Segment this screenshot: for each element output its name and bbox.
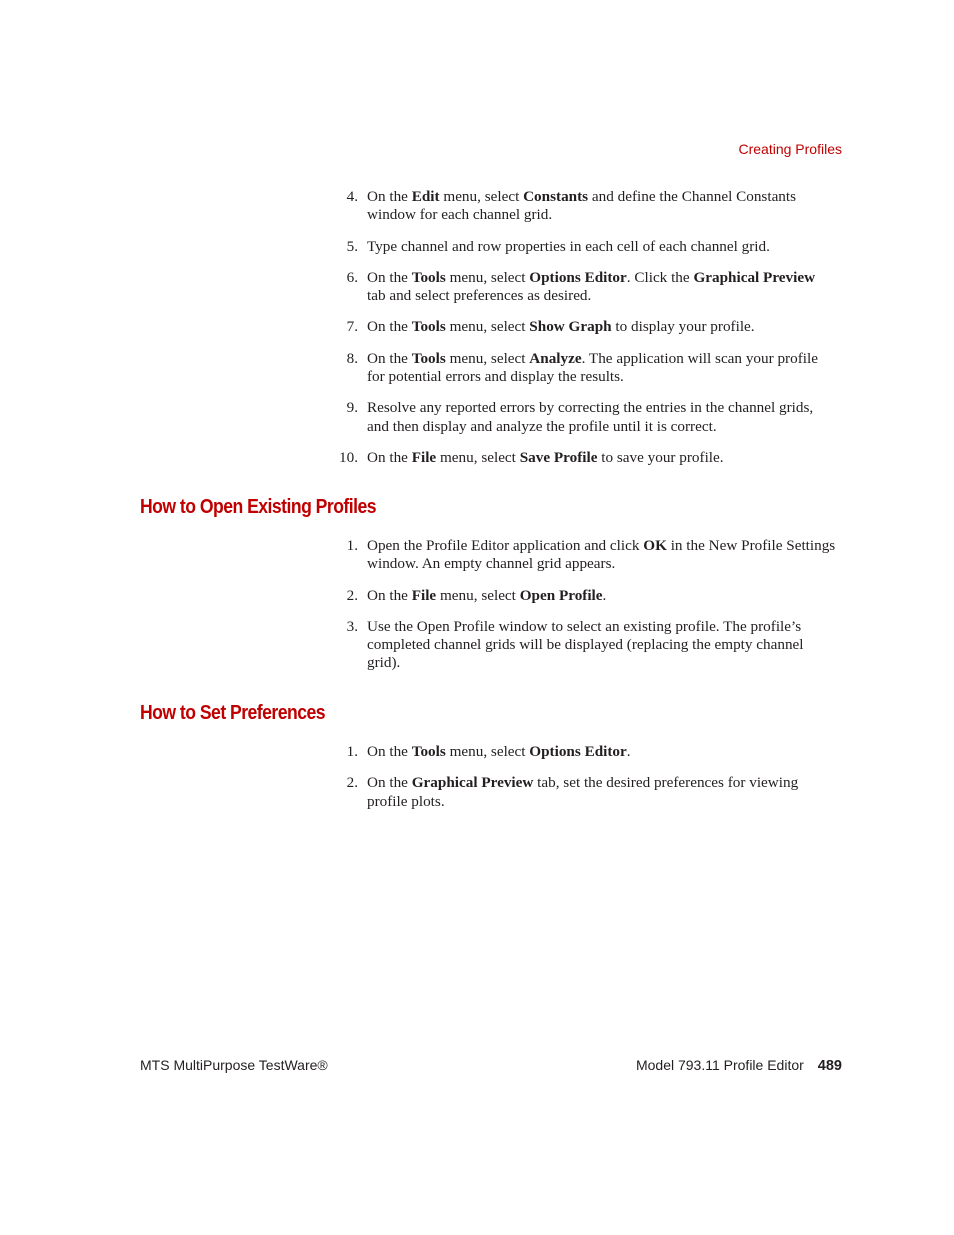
step-number: 3.: [346, 617, 358, 635]
step-number: 7.: [346, 318, 358, 336]
step-text: menu, select: [445, 743, 530, 760]
step-number: 1.: [346, 743, 358, 760]
step-number: 8.: [346, 349, 358, 367]
step-number: 9.: [346, 399, 358, 417]
step-text: Resolve any reported errors by correcting the entries in the channel grids, and then display and analyze the profile until it is correct.: [367, 399, 814, 435]
procedure-list-open: [336, 537, 836, 686]
step-text: menu, select: [445, 268, 530, 286]
step-text: .: [602, 586, 607, 604]
step-item: [336, 774, 836, 811]
step-text: Open the Profile Editor application and click: [367, 537, 644, 554]
ui-term: Open Profile: [519, 586, 603, 604]
step-item: [336, 743, 836, 761]
step-number: 1.: [346, 537, 358, 554]
step-text: On the: [367, 774, 412, 792]
running-head: Creating Profiles: [738, 141, 842, 157]
step-text: tab and select preferences as desired.: [367, 287, 592, 305]
step-number: 2.: [346, 774, 358, 792]
ui-term: Options Editor: [529, 743, 627, 760]
step-text: On the: [367, 268, 412, 286]
step-item: [336, 449, 836, 467]
footer-manual-title: Model 793.11 Profile Editor: [635, 1057, 804, 1073]
ui-term: Tools: [411, 268, 446, 286]
page-number: 489: [817, 1058, 842, 1074]
step-text: Type channel and row properties in each cell of each channel grid.: [367, 237, 770, 255]
ui-term: Analyze: [529, 349, 582, 367]
procedure-list-create: [336, 188, 836, 480]
step-text: menu, select: [436, 448, 520, 466]
step-item: [336, 537, 836, 574]
step-text: menu, select: [436, 586, 520, 604]
step-text: and define the Channel Constants window for each channel grid.: [367, 188, 797, 224]
step-text: to display your profile.: [611, 318, 755, 336]
procedure-list-preferences: [336, 743, 836, 824]
ui-term: Graphical Preview: [411, 774, 534, 792]
section-heading-open-profiles: How to Open Existing Profiles: [140, 496, 377, 518]
step-text: On the: [367, 318, 412, 336]
ui-term: File: [411, 448, 437, 466]
ui-term: Edit: [411, 188, 440, 205]
step-text: menu, select: [445, 318, 530, 336]
section-heading-set-preferences: How to Set Preferences: [140, 702, 325, 724]
ui-term: Constants: [523, 188, 589, 205]
step-number: 5.: [346, 237, 358, 255]
ui-term: Graphical Preview: [693, 268, 816, 286]
step-number: 6.: [346, 268, 358, 286]
ui-term: Tools: [411, 318, 446, 336]
footer-right: [636, 1057, 842, 1074]
ui-term: Options Editor: [529, 268, 627, 286]
step-number: 2.: [346, 586, 358, 604]
step-item: [336, 188, 836, 225]
step-number: 4.: [346, 188, 358, 205]
step-text: menu, select: [445, 349, 530, 367]
ui-term: Show Graph: [529, 318, 612, 336]
step-text: On the: [367, 188, 412, 205]
step-text: On the: [367, 586, 412, 604]
step-text: On the: [367, 349, 412, 367]
ui-term: Tools: [411, 349, 446, 367]
step-item: [336, 618, 836, 673]
step-text: On the: [367, 743, 412, 760]
ui-term: Tools: [411, 743, 446, 760]
ui-term: File: [411, 586, 437, 604]
step-text: .: [626, 743, 631, 760]
step-item: [336, 269, 836, 306]
ui-term: Save Profile: [519, 448, 598, 466]
step-text: to save your profile.: [597, 448, 724, 466]
step-item: [336, 399, 836, 436]
step-item: [336, 318, 836, 336]
step-text: . The application will scan your profile for potential errors and display the results.: [367, 349, 818, 386]
step-item: [336, 238, 836, 256]
step-text: On the: [367, 448, 412, 466]
step-text: . Click the: [626, 268, 694, 286]
step-text: in the New Profile Settings window. An empty channel grid appears.: [367, 537, 836, 573]
step-text: menu, select: [439, 188, 524, 205]
step-text: Use the Open Profile window to select an existing profile. The profile’s completed channel grids will be displayed (replacing the empty channel grid).: [367, 617, 804, 672]
step-item: [336, 350, 836, 387]
step-text: tab, set the desired preferences for viewing profile plots.: [367, 774, 799, 810]
footer-product-name: MTS MultiPurpose TestWare®: [140, 1057, 328, 1073]
step-item: [336, 587, 836, 605]
ui-term: OK: [643, 537, 667, 554]
step-number: 10.: [339, 448, 358, 466]
